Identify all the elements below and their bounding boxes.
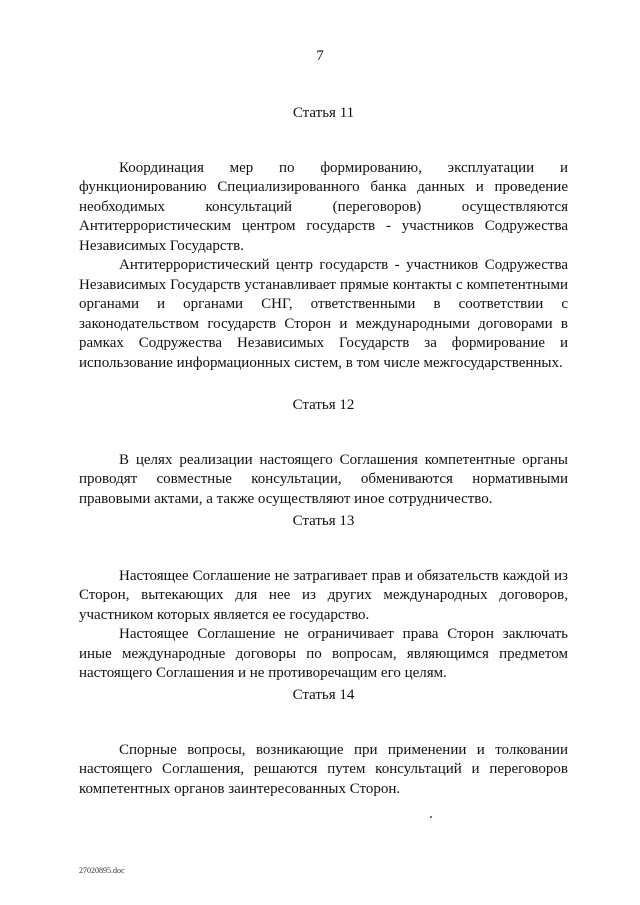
paragraph: Координация мер по формированию, эксплуатации и функционированию Специализированного банка данных и проведение необходимых консультаций (переговоров) осуществляются Антитеррористическим центром государств - участников Содружества Независимых Государств. xyxy=(79,159,568,254)
paragraph: Настоящее Соглашение не ограничивает права Сторон заключать иные международные договоры по вопросам, являющимся предметом настоящего Соглашения и не противоречащим его целям. xyxy=(79,626,568,681)
paragraph: Антитеррористический центр государств - участников Содружества Независимых Государств устанавливает прямые контакты с компетентными органами и органами СНГ, ответственными в соответствии с законодательством государств Сторон и международными договорами в рамках Содружества Независимых Государств за формирование и использование информационных систем, в том числе межгосударственных. xyxy=(79,257,568,371)
article-title: Статья 11 xyxy=(292,105,355,121)
article-title: Статья 14 xyxy=(292,687,355,703)
article-title: Статья 12 xyxy=(292,397,355,413)
spacer xyxy=(79,416,568,451)
article-12 xyxy=(79,396,568,509)
paragraph: Спорные вопросы, возникающие при применении и толковании настоящего Соглашения, решаются путем консультаций и переговоров компетентных органов заинтересованных Сторон. xyxy=(79,741,568,797)
stray-mark xyxy=(430,816,432,818)
article-14 xyxy=(79,686,568,799)
page-number: 7 xyxy=(316,48,324,64)
spacer xyxy=(79,706,568,741)
article-13 xyxy=(79,512,568,684)
paragraph: В целях реализации настоящего Соглашения компетентные органы проводят совместные консультации, обмениваются нормативными правовыми актами, а также осуществляют иное сотрудничество. xyxy=(79,451,568,507)
paragraph: Настоящее Соглашение не затрагивает прав и обязательств каждой из Сторон, вытекающих для нее из других международных договоров, участником которых является ее государство. xyxy=(79,567,568,623)
spacer xyxy=(79,532,568,567)
spacer xyxy=(79,124,568,159)
footer-filename: 27020895.doc xyxy=(79,866,125,875)
article-title: Статья 13 xyxy=(292,513,355,529)
article-11 xyxy=(79,104,568,373)
